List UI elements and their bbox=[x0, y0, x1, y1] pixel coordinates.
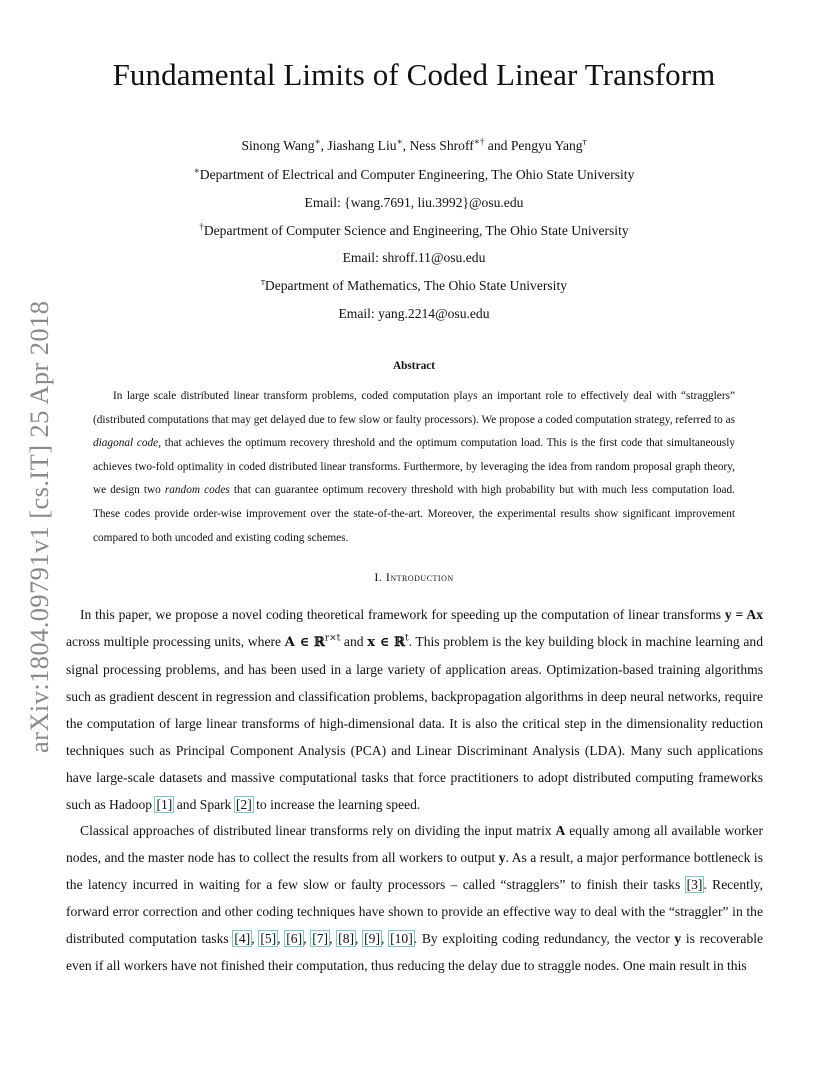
affiliation-ece: ∗Department of Electrical and Computer Engineering, The Ohio State University bbox=[193, 165, 635, 182]
intro-paragraph-1: In this paper, we propose a novel coding theoretical framework for speeding up the computation of linear transforms y = Ax across multiple processing units, where A ∈ ℝ$^{r\times t}$ and x ∈ ℝ$^t$. This problem is the key building block in machine learning and signal processing problems, and has been used in a large variety of application areas. Optimization-based training algorithms such as gradient descent in regression and classification problems, backpropagation algorithms in deep neural networks, require the computation of large linear transforms of high-dimensional data. It is also the critical step in the dimensionality reduction techniques such as Principal Component Analysis (PCA) and Linear Discriminant Analysis (LDA). Many such applications have large-scale datasets and massive computational tasks that force practitioners to adopt distributed computing frameworks such as Hadoop [1] and Spark [2] to increase the learning speed. bbox=[66, 607, 763, 812]
affiliation-cse: †Department of Computer Science and Engineering, The Ohio State University bbox=[199, 221, 629, 238]
citation-link[interactable]: [9] bbox=[364, 931, 380, 946]
paper-title: Fundamental Limits of Coded Linear Transform bbox=[112, 57, 716, 92]
abstract-heading: Abstract bbox=[392, 360, 436, 372]
citation-link[interactable]: [2] bbox=[235, 797, 252, 812]
citation-link[interactable]: [4] bbox=[234, 931, 251, 946]
section-heading: I. Introduction bbox=[374, 570, 454, 584]
citation-link[interactable]: [7] bbox=[312, 931, 329, 946]
citation-link[interactable]: [1] bbox=[156, 797, 173, 812]
intro-paragraph-2: Classical approaches of distributed linear transforms rely on dividing the input matrix A equally among all available worker nodes, and the master node has to collect the results from all workers to output y. As a result, a major performance bottleneck is the latency incurred in waiting for a few slow or faulty processors – called “stragglers” to finish their tasks [3]. Recently, forward error correction and other coding techniques have shown to provide an effective way to deal with the “straggler” in the distributed computation tasks [4], [5], [6], [7], [8], [9], [10]. By exploiting coding redundancy, the vector y is recoverable even if all workers have not finished their computation, thus reducing the delay due to straggle nodes. One main result in this bbox=[66, 823, 764, 973]
affiliation-math: $^ᴛ$Department of Mathematics, The Ohio State University bbox=[260, 276, 568, 293]
author-name: Pengyu Yang bbox=[510, 138, 583, 153]
author-name: Jiashang Liu bbox=[327, 138, 397, 153]
citation-link[interactable]: [6] bbox=[286, 931, 303, 946]
citation-link[interactable]: [10] bbox=[390, 931, 413, 946]
author-line: Sinong Wang∗, Jiashang Liu∗, Ness Shroff∗† and Pengyu Yang$^ᴛ$ bbox=[241, 136, 587, 153]
email-line: Email: shroff.11@osu.edu bbox=[342, 250, 486, 265]
author-name: Ness Shroff bbox=[409, 138, 474, 153]
arxiv-identifier: arXiv:1804.09791v1 [cs.IT] 25 Apr 2018 bbox=[24, 300, 54, 754]
citation-link[interactable]: [3] bbox=[686, 877, 703, 892]
email-line: Email: yang.2214@osu.edu bbox=[338, 306, 490, 321]
author-name: Sinong Wang bbox=[241, 138, 315, 153]
citation-link[interactable]: [5] bbox=[260, 931, 277, 946]
abstract-body: In large scale distributed linear transform problems, coded computation plays an important role to effectively deal with “stragglers” (distributed computations that may get delayed due to few slow or faulty processors). We propose a coded computation strategy, referred to as diagonal code, that achieves the optimum recovery threshold and the optimum computation load. This is the first code that simultaneously achieves two-fold optimality in coded distributed linear transforms. Furthermore, by leveraging the idea from random proposal graph theory, we design two random codes that can guarantee optimum recovery threshold with high probability but with much less computation load. These codes provide order-wise improvement over the state-of-the-art. Moreover, the experimental results show significant improvement compared to both uncoded and existing coding schemes. bbox=[93, 390, 735, 544]
email-line: Email: {wang.7691, liu.3992}@osu.edu bbox=[304, 195, 524, 210]
citation-link[interactable]: [8] bbox=[338, 931, 355, 946]
